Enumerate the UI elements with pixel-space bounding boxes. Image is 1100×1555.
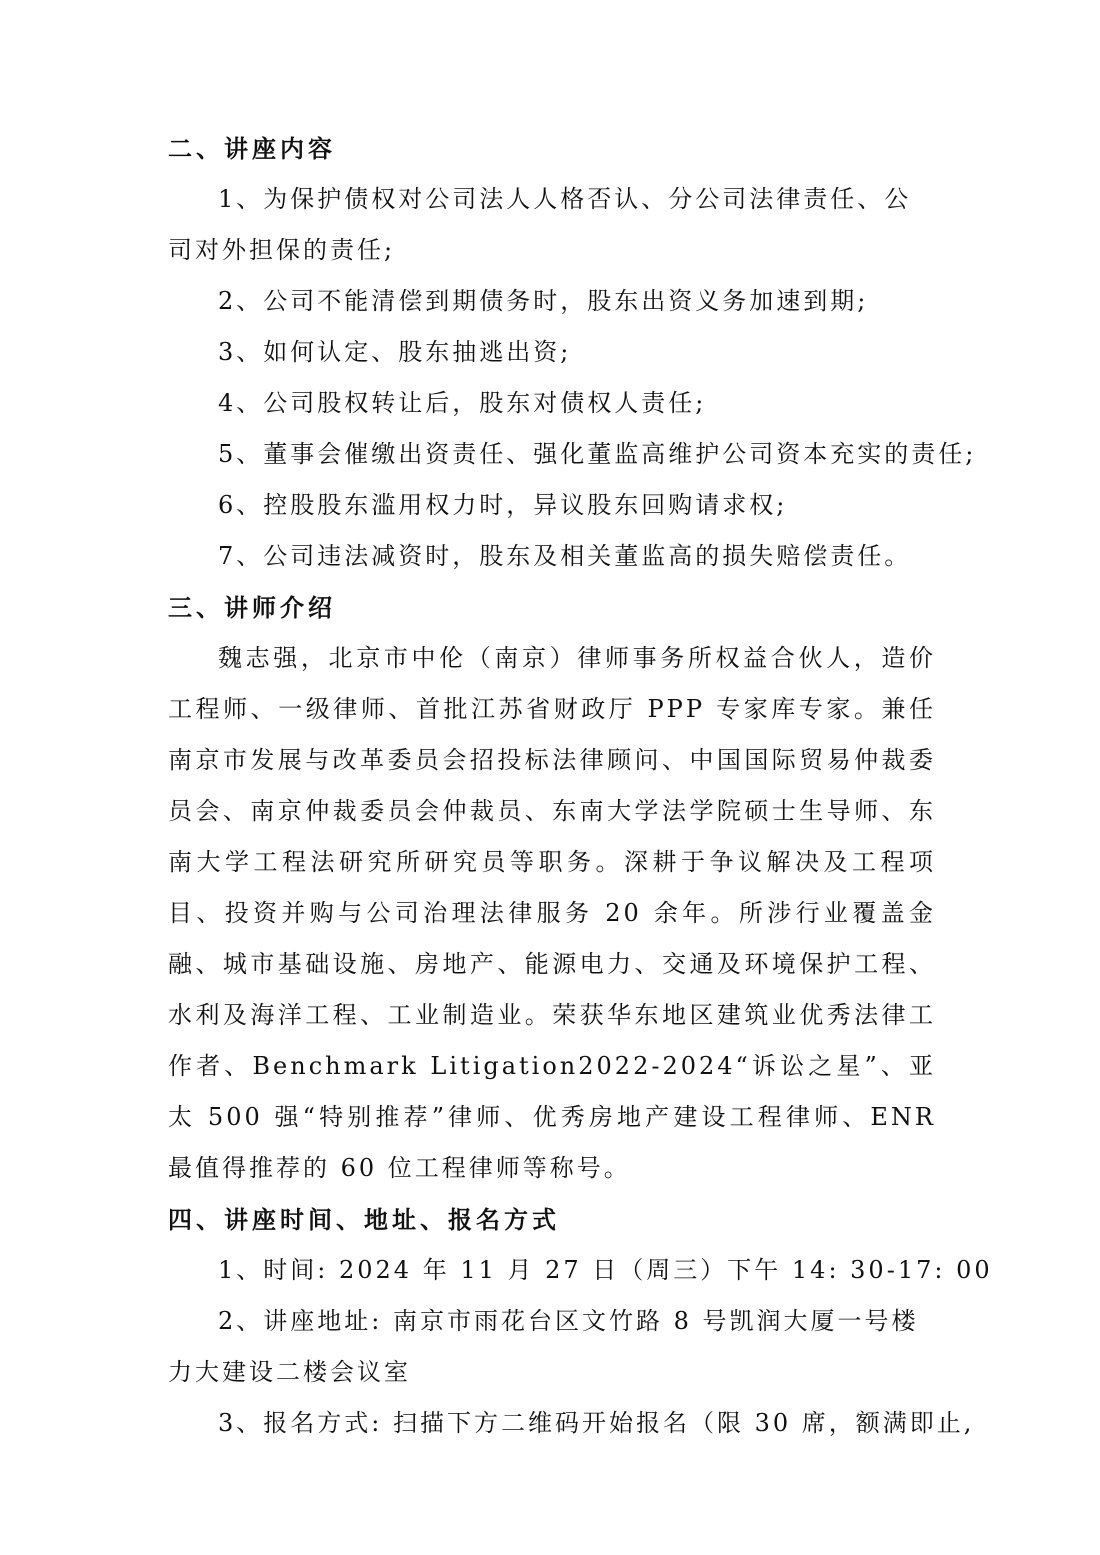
section-heading-schedule: 四、讲座时间、地址、报名方式 (168, 1205, 560, 1234)
content-item-3: 3、如何认定、股东抽逃出资; (218, 338, 572, 366)
content-item-1: 1、为保护债权对公司法人人格否认、分公司法律责任、公司对外担保的责任; (168, 185, 912, 264)
document-body (168, 123, 993, 1449)
content-item-4: 4、公司股权转让后，股东对债权人责任; (218, 389, 707, 417)
lecturer-bio: 魏志强，北京市中伦（南京）律师事务所权益合伙人，造价工程师、一级律师、首批江苏省财政厅 PPP 专家库专家。兼任南京市发展与改革委员会招投标法律顾问、中国国际贸易仲裁委员会、南京仲裁委员会仲裁员、东南大学法学院硕士生导师、东南大学工程法研究所研究员等职务。深耕于争议解决及工程项目、投资并购与公司治理法律服务 20 余年。所涉行业覆盖金融、城市基础设施、房地产、能源电力、交通及环境保护工程、水利及海洋工程、工业制造业。荣获华东地区建筑业优秀法律工作者、Benchmark Litigation2022-2024“诉讼之星”、亚太 500 强“特别推荐”律师、优秀房地产建设工程律师、ENR 最值得推荐的 60 位工程律师等称号。 (168, 644, 936, 1182)
schedule-time: 1、时间: 2024 年 11 月 27 日（周三）下午 14: 30-17: 00 (218, 1256, 993, 1284)
schedule-location: 2、讲座地址: 南京市雨花台区文竹路 8 号凯润大厦一号楼力大建设二楼会议室 (168, 1307, 919, 1386)
section-heading-content: 二、讲座内容 (168, 134, 336, 163)
schedule-registration: 3、报名方式: 扫描下方二维码开始报名（限 30 席，额满即止, (218, 1409, 975, 1437)
content-item-5: 5、董事会催缴出资责任、强化董监高维护公司资本充实的责任; (218, 440, 977, 468)
content-item-6: 6、控股股东滥用权力时，异议股东回购请求权; (218, 491, 788, 519)
section-heading-lecturer: 三、讲师介绍 (168, 593, 336, 622)
content-item-7: 7、公司违法减资时，股东及相关董监高的损失赔偿责任。 (218, 542, 912, 570)
content-item-2: 2、公司不能清偿到期债务时，股东出资义务加速到期; (218, 287, 869, 315)
